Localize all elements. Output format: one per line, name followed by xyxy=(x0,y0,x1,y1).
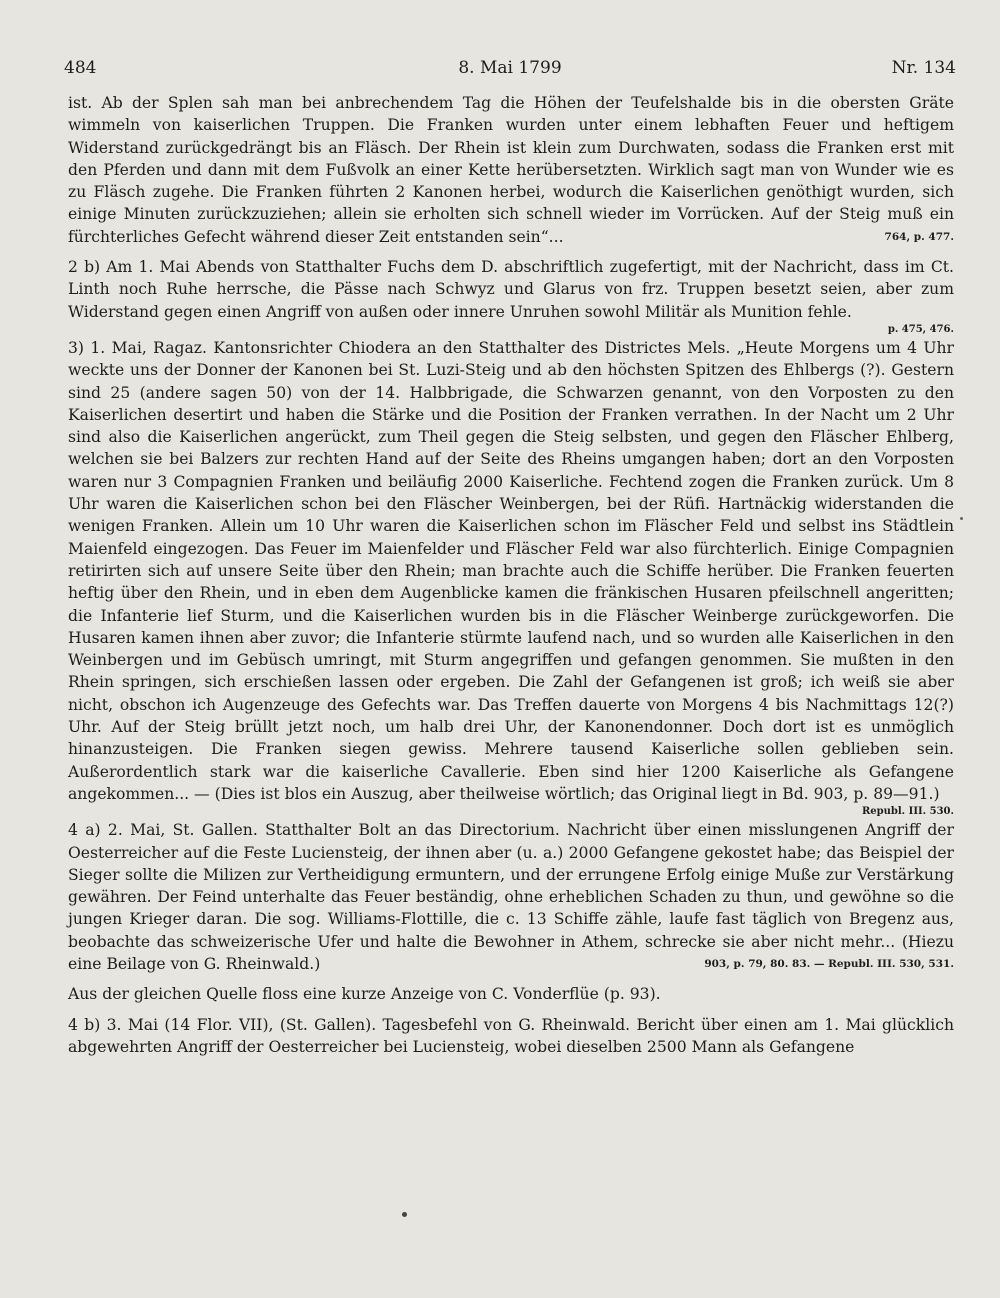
paragraph-2-text: 2 b) Am 1. Mai Abends von Statthalter Fuchs dem D. abschriftlich zugefertigt, mit der Nachricht, dass im Ct. Linth noch Ruhe herrsche, die Pässe nach Schwyz und Glarus von frz. Truppen besetzt seien, aber zum Widerstand gegen einen Angriff von außen oder innere Unruhen sowohl Militär als Munition fehle. xyxy=(68,258,954,321)
page-header xyxy=(64,58,956,84)
paragraph-3 xyxy=(68,337,954,819)
paragraph-4 xyxy=(68,819,954,975)
paragraph-3-text: 3) 1. Mai, Ragaz. Kantonsrichter Chiodera an den Statthalter des Districtes Mels. „Heute Morgens um 4 Uhr weckte uns der Donner der Kanonen bei St. Luzi-Steig und ab den höchsten Spitzen des Ehlbergs (?). Gestern sind 25 (andere sagen 50) von der 14. Halbbrigade, die Schwarzen genannt, von den Vorposten zu den Kaiserlichen desertirt und haben die Stärke und die Position der Franken verrathen. In der Nacht um 2 Uhr sind also die Kaiserlichen angerückt, zum Theil gegen die Steig selbsten, und gegen den Fläscher Ehlberg, welchen sie bei Balzers zur rechten Hand auf der Seite des Rheins umgangen haben; dort an den Vorposten waren nur 3 Compagnien Franken und beiläufig 2000 Kaiserliche. Fechtend zogen die Franken zurück. Um 8 Uhr waren die Kaiserlichen schon bei den Fläscher Weinbergen, bei der Rüfi. Hartnäckig widerstanden die wenigen Franken. Allein um 10 Uhr waren die Kaiserlichen schon im Fläscher Feld und selbst ins Städtlein Maienfeld eingezogen. Das Feuer im Maienfelder und Fläscher Feld war also fürchterlich. Einige Compagnien retirirten sich auf unsere Seite über den Rhein; man brachte auch die Schiffe herüber. Die Franken feuerten heftig über den Rhein, und in eben dem Augenblicke kamen die fränkischen Husaren pfeilschnell angeritten; die Infanterie lief Sturm, und die Kaiserlichen wurden bis in die Fläscher Weinberge zurückgeworfen. Die Husaren kamen ihnen aber zuvor; die Infanterie stürmte laufend nach, und so wurden alle Kaiserlichen in den Weinbergen und im Gebüsch umringt, mit Sturm angegriffen und gefangen genommen. Sie mußten in den Rhein springen, sich erschießen lassen oder ergeben. Die Zahl der Gefangenen ist groß; ich weiß sie aber nicht, obschon ich Augenzeuge des Gefechts war. Das Treffen dauerte von Morgens 4 bis Nachmittags 12(?) Uhr. Auf der Steig brüllt jetzt noch, um halb drei Uhr, der Kanonendonner. Doch dort ist es unmöglich hinanzusteigen. Die Franken siegen gewiss. Mehrere tausend Kaiserliche sollen geblieben sein. Außerordentlich stark war die kaiserliche Cavallerie. Eben sind hier 1200 Kaiserliche als Gefangene angekommen... — (Dies ist blos ein Auszug, aber theilweise wörtlich; das Original liegt in Bd. 903, p. 89—91.) xyxy=(68,338,954,803)
page-number: 484 xyxy=(64,58,97,78)
margin-mark xyxy=(960,517,963,520)
paragraph-3-citation: Republ. III. 530. xyxy=(861,806,954,818)
paragraph-2 xyxy=(68,256,954,337)
document-number: Nr. 134 xyxy=(891,58,956,78)
paragraph-1-citation: 764, p. 477. xyxy=(884,230,954,243)
paragraph-5 xyxy=(68,983,954,1005)
paragraph-6-text: 4 b) 3. Mai (14 Flor. VII), (St. Gallen). Tagesbefehl von G. Rheinwald. Bericht über einen am 1. Mai glücklich abgewehrten Angriff der Oesterreicher bei Luciensteig, wobei dieselben 2500 Mann als Gefangene xyxy=(68,1015,954,1056)
paragraph-4-text: 4 a) 2. Mai, St. Gallen. Statthalter Bolt an das Directorium. Nachricht über einen misslungenen Angriff der Oesterreicher auf die Feste Luciensteig, der ihnen aber (u. a.) 2000 Gefangene gekostet habe; das Beispiel der Sieger sollte die Milizen zur Vertheidigung ermuntern, und der errungene Erfolg einige Muße zur Verstärkung gewähren. Der Feind unterhalte das Feuer beständig, ohne erheblichen Schaden zu thun, und gewöhne so die jungen Krieger daran. Die sog. Williams-Flottille, die c. 13 Schiffe zähle, laufe fast täglich von Bregenz aus, beobachte das schweizerische Ufer und halte die Bewohner in Athem, schrecke sie aber nicht mehr... (Hiezu eine Beilage von G. Rheinwald.) xyxy=(68,821,954,973)
paragraph-6 xyxy=(68,1014,954,1059)
header-date: 8. Mai 1799 xyxy=(458,58,562,78)
paragraph-1-text: ist. Ab der Splen sah man bei anbrechendem Tag die Höhen der Teufelshalde bis in die obersten Gräte wimmeln von kaiserlichen Truppen. Die Franken wurden unter einem lebhaften Feuer und heftigem Widerstand zurückgedrängt bis an Fläsch. Der Rhein ist klein zum Durchwaten, sodass die Franken erst mit den Pferden und dann mit dem Fußvolk an einer Kette herübersetzten. Wirklich sagt man von Wunder wie es zu Fläsch zugehe. Die Franken führten 2 Kanonen herbei, wodurch die Kaiserlichen genöthigt wurden, sich einige Minuten zurückzuziehen; allein sie erholten sich schnell wieder im Vorrücken. Auf der Steig muß ein fürchterliches Gefecht während dieser Zeit entstanden sein“... xyxy=(68,94,954,246)
paragraph-2-citation: p. 475, 476. xyxy=(887,323,954,335)
body-text xyxy=(68,92,954,1058)
page-dot xyxy=(402,1212,407,1217)
paragraph-5-text: Aus der gleichen Quelle floss eine kurze Anzeige von C. Vonderflüe (p. 93). xyxy=(68,985,661,1004)
paragraph-4-citation: 903, p. 79, 80. 83. — Republ. III. 530, 531. xyxy=(704,957,954,970)
paragraph-1 xyxy=(68,92,954,248)
